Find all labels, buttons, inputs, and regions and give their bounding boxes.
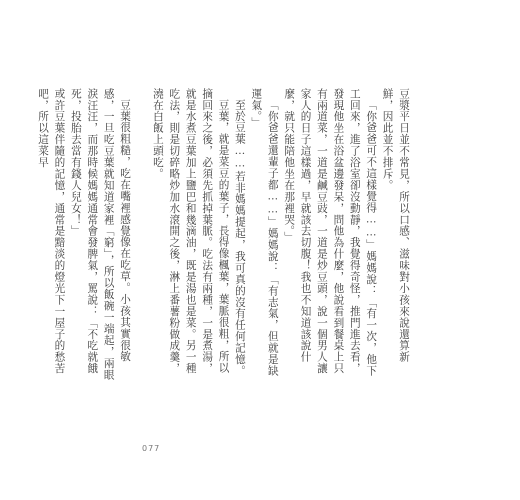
- paragraph-4: 至於豆葉……若非媽媽提起，我可真的沒有任何記憶。: [233, 98, 246, 377]
- paragraph-3: 「你爸爸還輩子都……」媽媽說：「有志氣，但就是缺運氣。」: [250, 88, 279, 377]
- paragraph-5: 豆葉，就是菜豆的葉子，長得像楓葉，葉脈很粗，所以摘回來之後，必須先抓掉葉脈。吃法有兩種，一是煮湯，就是水煮豆葉加上鹽巴和幾滴油，既是湯也是菜。另一種吃法，則是切碎略炒加水滾開之後，淋上番薯粉做成羹，澆在白飯上頭吃。: [151, 88, 230, 375]
- page-number: 077: [142, 444, 161, 453]
- paragraph-7: 或許豆葉伴隨的記憶，通常是黯淡的燈光下一屋子的愁苦吧，所以這菜早: [37, 88, 66, 375]
- paragraph-1: 豆漿平日並不常見，所以口感、滋味對小孩來說還算新鮮，因此並不排斥。: [381, 88, 410, 363]
- vertical-text-block: [35, 88, 412, 382]
- paragraph-2: 「你爸爸可不這樣覺得……」媽媽說：「有一次，他下工回來，進了浴室卻沒動靜，我覺得奇怪，推門進去看，發現他坐在浴盆邊發呆，問他為什麼，他說看到餐桌上只有兩道菜，一道是鹹豆豉，一道是炒豆頭，說一個男人讓家人的日子這樣過，早就該去切腹！我也不知道該說什麼，就只能陪他坐在那裡哭。」: [283, 88, 378, 377]
- paragraph-6: 豆葉很粗糙，吃在嘴裡感覺像在吃草。小孩其實很敏感，一旦吃豆葉就知道家裡「窮」，所以飯碗一端起，兩眼淚汪汪，而那時候媽媽通常會發脾氣，罵說：「不吃就餓死，投胎去當有錢人兒女！」: [69, 88, 132, 381]
